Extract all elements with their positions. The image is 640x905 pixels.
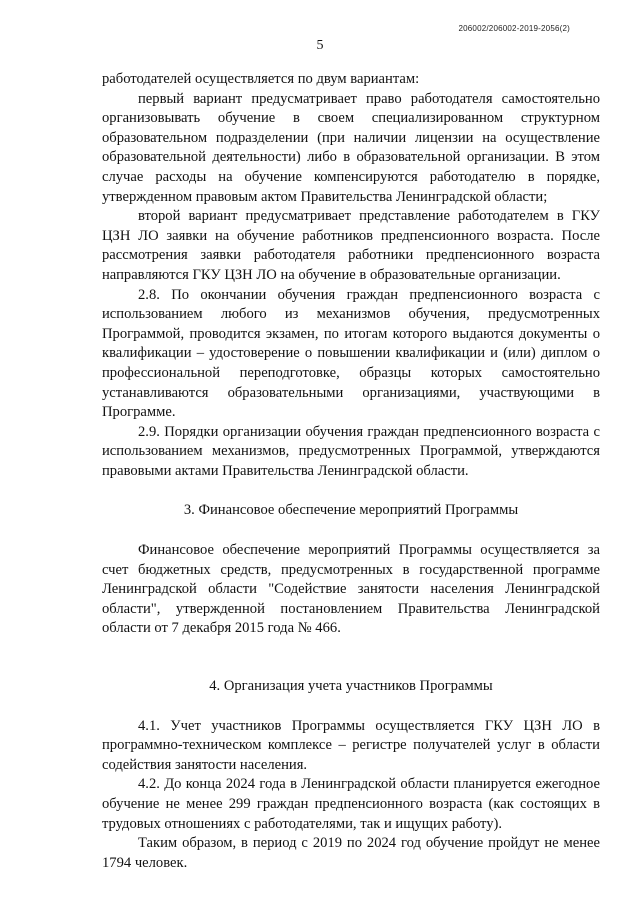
paragraph-2-9: 2.9. Порядки организации обучения граждан предпенсионного возраста с использованием механизмов, предусмотренных Программой, утверждаются правовыми актами Правительства Ленинградской области.: [102, 423, 600, 479]
spacer: [102, 521, 600, 541]
paragraph-variant-2: второй вариант предусматривает представление работодателем в ГКУ ЦЗН ЛО заявки на обучение работников предпенсионного возраста. После рассмотрения заявки работодателя работники предпенсионного возраста направляются ГКУ ЦЗН ЛО на обучение в образовательные организации.: [102, 208, 600, 283]
paragraph-4-2: 4.2. До конца 2024 года в Ленинградской области планируется ежегодное обучение не менее 299 граждан предпенсионного возраста (как состоящих в трудовых отношениях с работодателями, так и ищущих работу).: [102, 776, 600, 832]
paragraph-conclusion: Таким образом, в период с 2019 по 2024 год обучение пройдут не менее 1794 человек.: [102, 835, 600, 871]
paragraph-variant-1: первый вариант предусматривает право работодателя самостоятельно организовывать обучение в своем специализированном структурном образовательном подразделении (при наличии лицензии на осуществление образовательной деятельности) либо в образовательной организации. В этом случае расходы на обучение компенсируются работодателю в порядке, утвержденном правовым актом Правительства Ленинградской области;: [102, 90, 600, 205]
paragraph-intro: работодателей осуществляется по двум вариантам:: [102, 71, 420, 87]
paragraph-2-8: 2.8. По окончании обучения граждан предпенсионного возраста с использованием любого из механизмов обучения, предусмотренных Программой, проводится экзамен, по итогам которого выдаются документы о квалификации – удостоверение о повышении квалификации и (или) диплом о профессиональной переподготовке, образцы которых самостоятельно устанавливаются образовательными организациями, участвующими в Программе.: [102, 286, 600, 421]
section-4-heading: 4. Организация учета участников Программы: [209, 678, 493, 695]
paragraph-4-1: 4.1. Учет участников Программы осуществляется ГКУ ЦЗН ЛО в программно-техническом комплексе – регистре получателей услуг в области содействия занятости населения.: [102, 717, 600, 773]
spacer: [102, 639, 600, 677]
page-number: 5: [316, 38, 324, 53]
document-id: 206002/206002-2019-2056(2): [458, 24, 570, 33]
paragraph-section-3: Финансовое обеспечение мероприятий Программы осуществляется за счет бюджетных средств, предусмотренных в государственной программе Ленинградской области "Содействие занятости населения Ленинградской области", утвержденной постановлением Правительства Ленинградской области от 7 декабря 2015 года № 466.: [102, 542, 600, 637]
document-body: [102, 70, 600, 873]
section-3-heading: 3. Финансовое обеспечение мероприятий Программы: [183, 502, 519, 519]
spacer: [102, 697, 600, 717]
spacer: [102, 481, 600, 501]
